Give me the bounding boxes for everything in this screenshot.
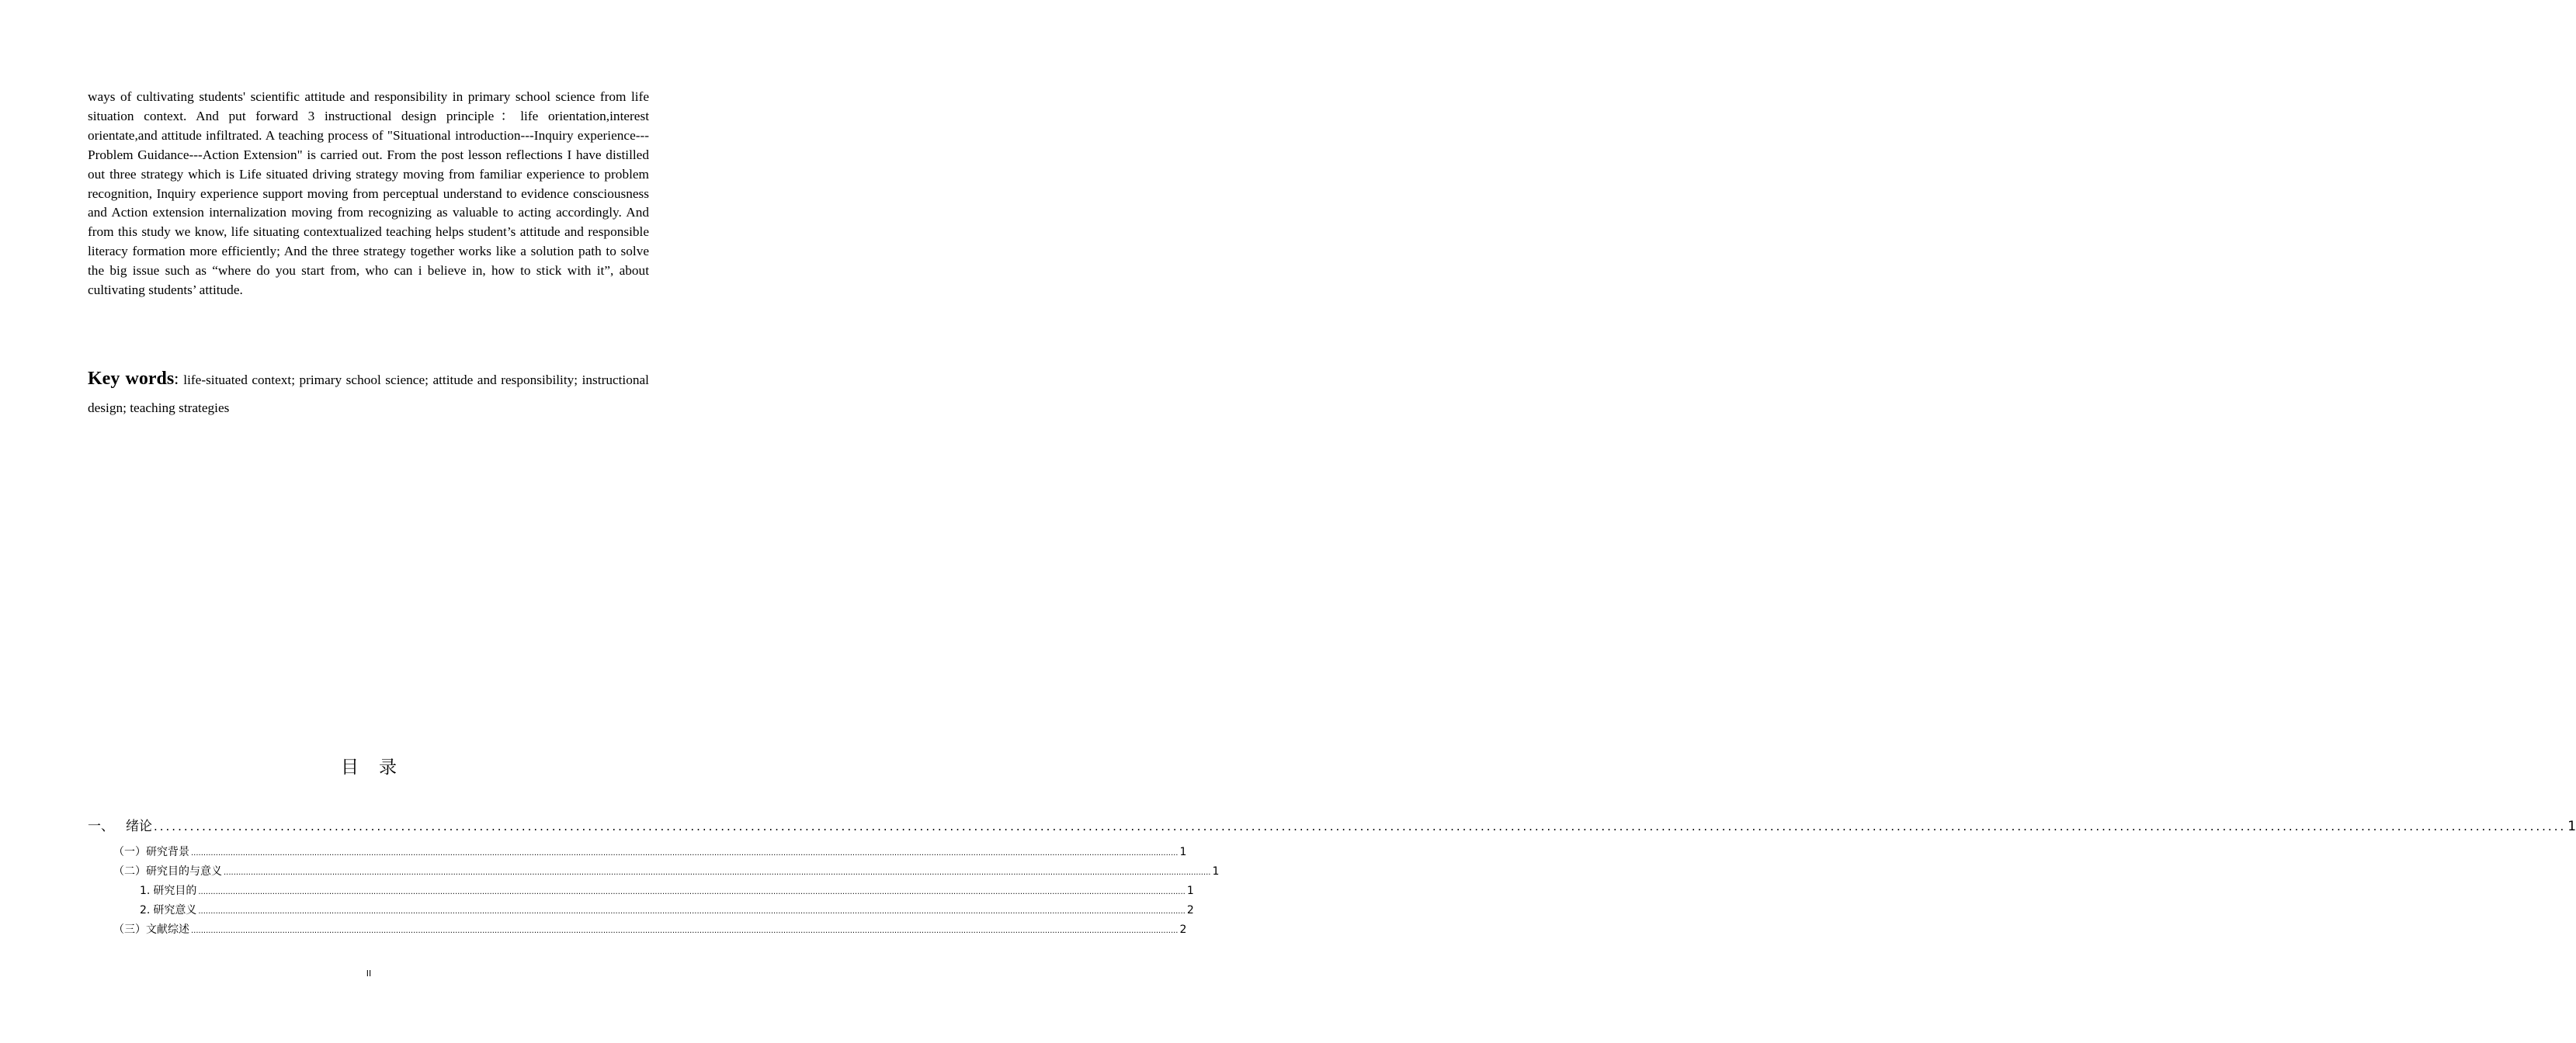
toc-entry-page: 2 <box>1179 923 1187 936</box>
toc-entry-page: 1 <box>2567 819 2576 834</box>
page-number: II <box>366 968 372 979</box>
toc-entry[interactable] <box>140 882 1194 898</box>
toc-entry-title: 文献综述 <box>146 923 189 936</box>
toc-entry[interactable] <box>113 863 1220 878</box>
toc-leader-dots: ................................................................................................................................................................................................................................................................................................................................................................................................................ <box>198 907 1186 916</box>
toc-entry[interactable] <box>140 902 1194 917</box>
toc-entry[interactable] <box>88 815 2576 834</box>
toc-entry-title: 研究意义 <box>153 904 197 917</box>
toc-entry-page: 2 <box>1186 904 1194 917</box>
toc-entry-title: 研究目的 <box>153 885 197 897</box>
toc-entry-page: 1 <box>1212 865 1220 878</box>
toc-entry[interactable] <box>113 921 1187 937</box>
keywords-paragraph <box>88 365 649 422</box>
toc-entry-page: 1 <box>1186 885 1194 897</box>
toc-leader-dots: ................................................................................................................................................................................................................................................................................................................................................................................................................ <box>191 927 1179 935</box>
toc-entry-number: （一） <box>113 846 146 858</box>
toc-leader-dots: ................................................................................................................................................................................................................................................................................................................................................................................................................ <box>154 820 2567 833</box>
keywords-colon: : <box>174 369 179 388</box>
toc-leader-dots: ................................................................................................................................................................................................................................................................................................................................................................................................................ <box>191 849 1179 858</box>
toc-leader-dots: ................................................................................................................................................................................................................................................................................................................................................................................................................ <box>198 888 1186 896</box>
toc-entry-number: （三） <box>113 923 146 936</box>
keywords-label: Key words <box>88 369 175 389</box>
abstract-paragraph: ways of cultivating students' scientific attitude and responsibility in primary school science from life situation context. And put forward 3 instructional design principle：life orientation,interest orientate,and attitude infiltrated. A teaching process of "Situational introduction---Inquiry experience---Problem Guidance---Action Extension" is carried out. From the post lesson reflections I have distilled out three strategy which is Life situated driving strategy moving from familiar experience to problem recognition, Inquiry experience support moving from perceptual understand to evidence consciousness and Action extension internalization moving from recognizing as valuable to acting accordingly. And from this study we know, life situating contextualized teaching helps student’s attitude and responsible literacy formation more efficiently; And the three strategy together works like a solution path to solve the big issue such as “where do you start from, who can i believe in, how to stick with it”, about cultivating students’ attitude. <box>88 89 649 298</box>
toc-title: 目录 <box>341 757 417 778</box>
toc-entry-number: 1. <box>140 885 151 897</box>
toc-entry-title: 研究背景 <box>146 846 189 858</box>
keywords-text: life-situated context; primary school science; attitude and responsibility; instructional design; teaching strategies <box>88 372 649 415</box>
toc-entry-number: （二） <box>113 865 146 878</box>
toc-leader-dots: ................................................................................................................................................................................................................................................................................................................................................................................................................ <box>224 868 1211 877</box>
toc-entry-number: 一、 <box>88 819 114 834</box>
toc-entry-number: 2. <box>140 904 151 917</box>
toc-entry-title: 研究目的与意义 <box>146 865 222 878</box>
toc-entry[interactable] <box>113 844 1187 859</box>
toc-entry-title: 绪论 <box>126 819 152 834</box>
toc-entry-page: 1 <box>1179 846 1187 858</box>
